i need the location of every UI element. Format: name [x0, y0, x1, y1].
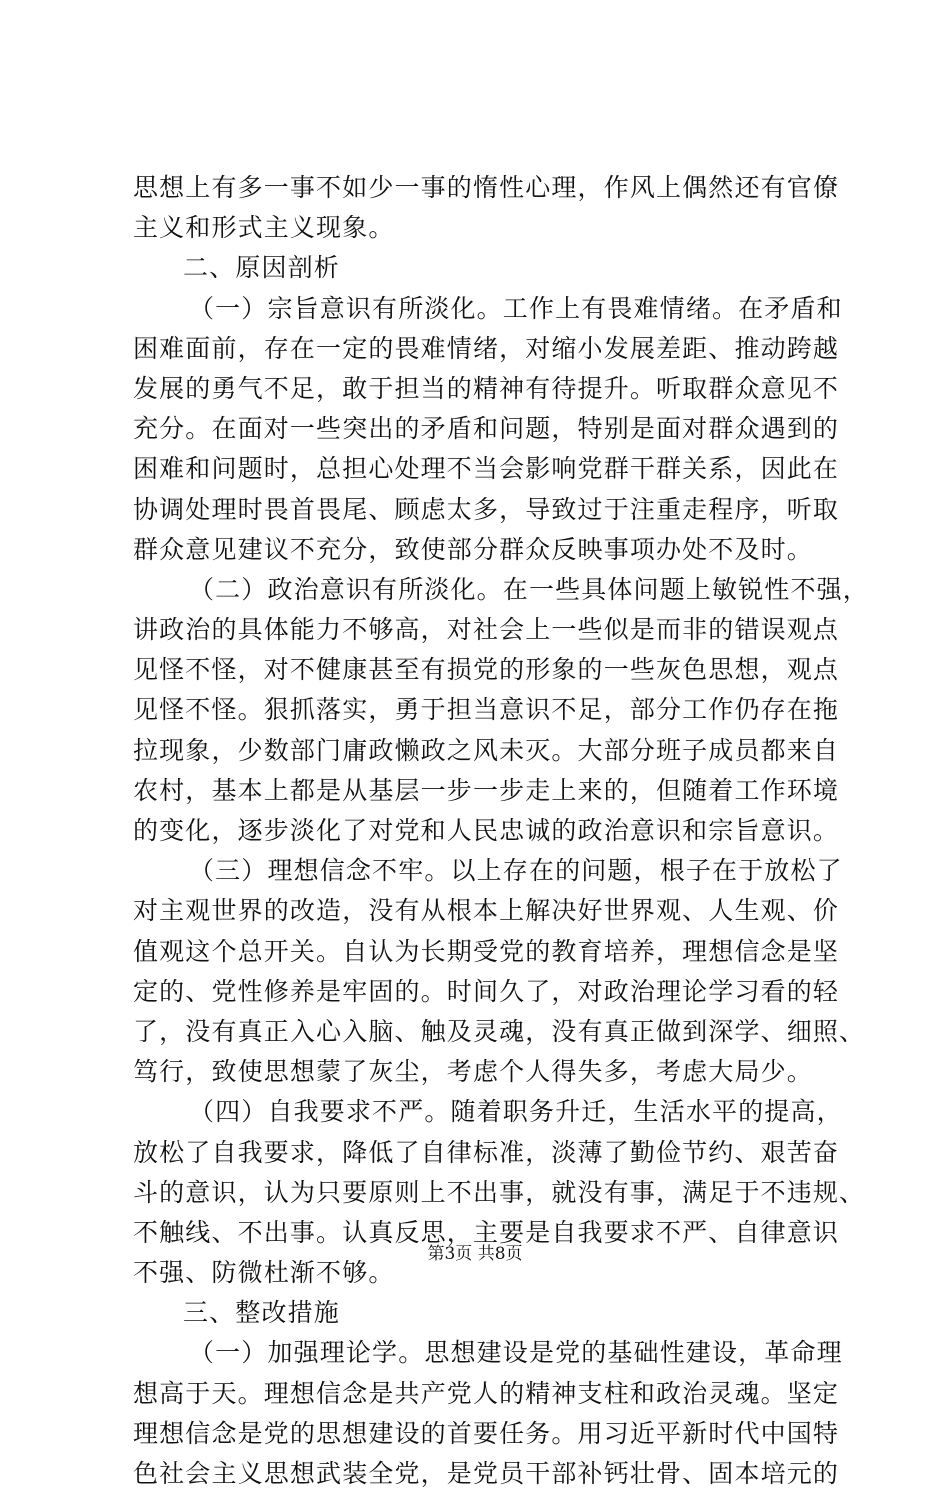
paragraph-start-line: （一）加强理论学。思想建设是党的基础性建设，革命理 — [189, 1338, 843, 1368]
text-line: 拉现象，少数部门庸政懒政之风未灭。大部分班子成员都来自 — [133, 735, 840, 765]
text-line: 了，没有真正入心入脑、触及灵魂，没有真正做到深学、细照、 — [133, 1016, 866, 1046]
text-line: 值观这个总开关。自认为长期受党的教育培养，理想信念是坚 — [133, 936, 840, 966]
paragraph-start-line: （二）政治意识有所淡化。在一些具体问题上敏锐性不强， — [189, 574, 869, 604]
text-line: 协调处理时畏首畏尾、顾虑太多，导致过于注重走程序，听取 — [133, 494, 840, 524]
text-line: 对主观世界的改造，没有从根本上解决好世界观、人生观、价 — [133, 896, 840, 926]
paragraph-start-line: （四）自我要求不严。随着职务升迁，生活水平的提高， — [189, 1097, 843, 1127]
text-line: 见怪不怪，对不健康甚至有损党的形象的一些灰色思想，观点 — [133, 655, 840, 685]
text-line: 困难和问题时，总担心处理不当会影响党群干群关系，因此在 — [133, 454, 840, 484]
text-line: 充分。在面对一些突出的矛盾和问题，特别是面对群众遇到的 — [133, 414, 840, 444]
paragraph-start-line: （一）宗旨意识有所淡化。工作上有畏难情绪。在矛盾和 — [189, 293, 843, 323]
text-line: 定的、党性修养是牢固的。时间久了，对政治理论学习看的轻 — [133, 976, 840, 1006]
text-line: 主义和形式主义现象。 — [133, 213, 395, 243]
section-heading: 二、原因剖析 — [183, 253, 340, 283]
text-line: 不触线、不出事。认真反思，主要是自我要求不严、自律意识 — [133, 1217, 840, 1247]
section-heading: 三、整改措施 — [183, 1298, 340, 1328]
text-line: 放松了自我要求，降低了自律标准，淡薄了勤俭节约、艰苦奋 — [133, 1137, 840, 1167]
text-line: 农村，基本上都是从基层一步一步走上来的，但随着工作环境 — [133, 775, 840, 805]
document-body — [133, 168, 869, 1494]
text-line: 的变化，逐步淡化了对党和人民忠诚的政治意识和宗旨意识。 — [133, 816, 840, 845]
text-line: 斗的意识，认为只要原则上不出事，就没有事，满足于不违规、 — [133, 1177, 866, 1207]
text-line: 想高于天。理想信念是共产党人的精神支柱和政治灵魂。坚定 — [133, 1378, 840, 1408]
text-line: 色社会主义思想武装全党，是党员干部补钙壮骨、固本培元的 — [133, 1459, 840, 1488]
text-line: 笃行，致使思想蒙了灰尘，考虑个人得失多，考虑大局少。 — [133, 1057, 813, 1087]
text-line: 群众意见建议不充分，致使部分群众反映事项办处不及时。 — [133, 534, 813, 564]
text-line: 思想上有多一事不如少一事的惰性心理，作风上偶然还有官僚 — [133, 173, 840, 202]
paragraph-start-line: （三）理想信念不牢。以上存在的问题，根子在于放松了 — [189, 856, 843, 886]
page-number-footer: 第3页 共8页 — [427, 1244, 523, 1264]
text-line: 困难面前，存在一定的畏难情绪，对缩小发展差距、推动跨越 — [133, 333, 840, 363]
text-line: 理想信念是党的思想建设的首要任务。用习近平新时代中国特 — [133, 1418, 840, 1448]
text-line: 发展的勇气不足，敢于担当的精神有待提升。听取群众意见不 — [133, 373, 840, 403]
text-line: 讲政治的具体能力不够高，对社会上一些似是而非的错误观点 — [133, 615, 840, 645]
text-line: 不强、防微杜渐不够。 — [133, 1258, 395, 1288]
text-line: 见怪不怪。狠抓落实，勇于担当意识不足，部分工作仍存在拖 — [133, 695, 840, 725]
